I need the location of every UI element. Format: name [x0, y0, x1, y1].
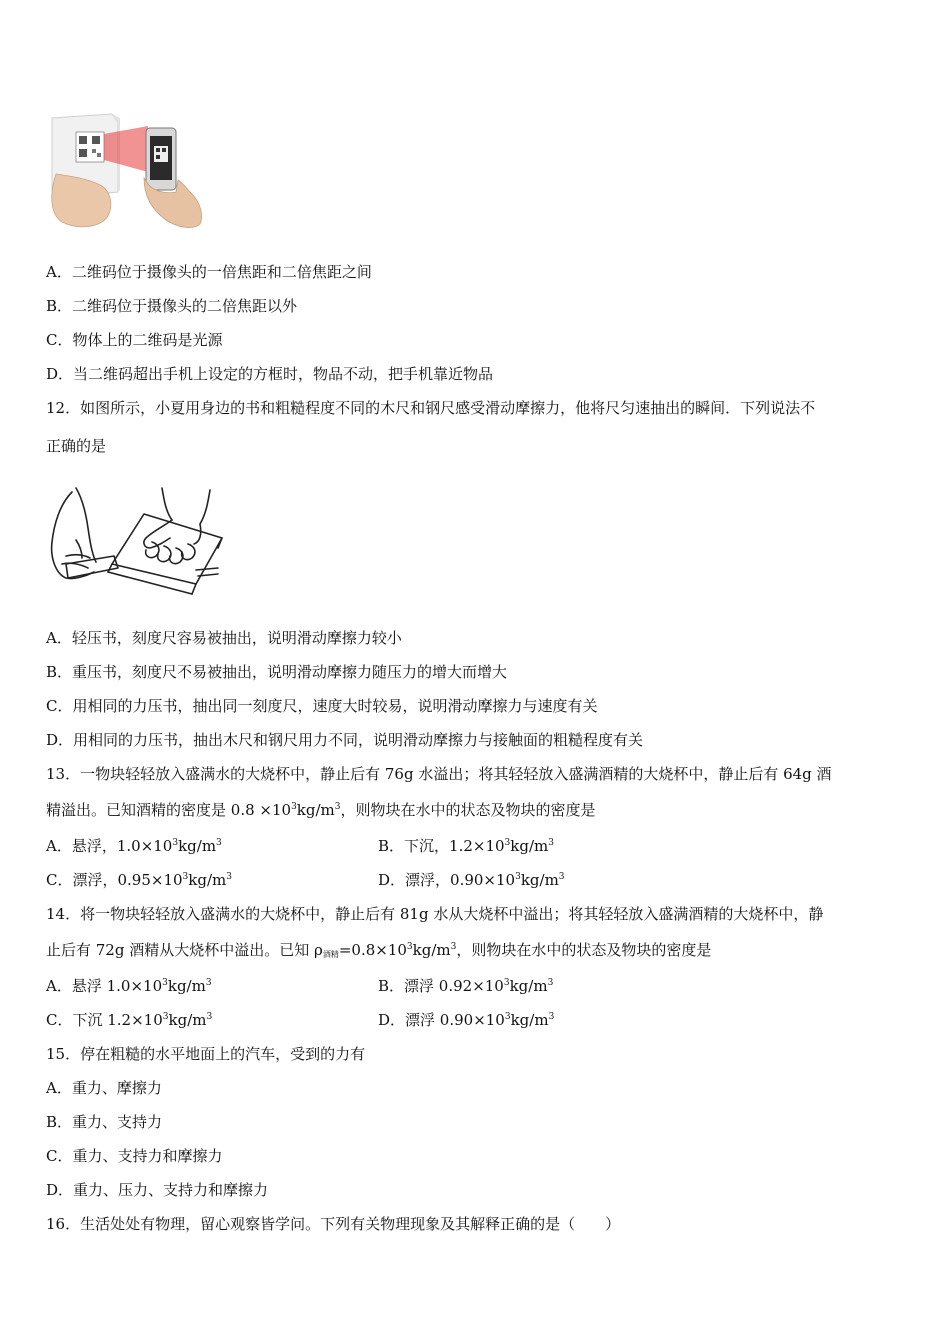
q13-option-b: B．下沉，$1.2\times 10^3kg/m^3$: [378, 837, 554, 855]
q14-option-d: D．漂浮 $0.90\times 10^3kg/m^3$: [378, 1011, 555, 1029]
q15-option-c: C．重力、支持力和摩擦力: [46, 1147, 223, 1165]
q11-option-a: A．二维码位于摄像头的一倍焦距和二倍焦距之间: [46, 263, 372, 281]
q15-option-b: B．重力、支持力: [46, 1113, 163, 1131]
book-ruler-figure: [46, 484, 226, 602]
qr-scan-figure: [48, 112, 204, 236]
q12-stem-line2: 正确的是: [46, 437, 107, 455]
q14-option-a: A．悬浮 $1.0\times 10^3kg/m^3$: [46, 977, 212, 995]
q14-option-c: C．下沉 $1.2\times 10^3kg/m^3$: [46, 1011, 213, 1029]
q13-option-c: C．漂浮，$0.95\times 10^3kg/m^3$: [46, 871, 232, 889]
q13-option-d: D．漂浮，$0.90\times 10^3kg/m^3$: [378, 871, 565, 889]
q12-option-b: B．重压书，刻度尺不易被抽出，说明滑动摩擦力随压力的增大而增大: [46, 663, 508, 681]
q14-stem-line2: 止后有 72g 酒精从大烧杯中溢出。已知 $\rho_{酒精}=0.8\times 10^3kg/m^3$，则物块在水中的状态及物块的密度是: [46, 941, 712, 959]
q11-option-c: C．物体上的二维码是光源: [46, 331, 223, 349]
q12-option-a: A．轻压书，刻度尺容易被抽出，说明滑动摩擦力较小: [46, 629, 402, 647]
q12-option-c: C．用相同的力压书，抽出同一刻度尺，速度大时较易，说明滑动摩擦力与速度有关: [46, 697, 598, 715]
q12-option-d: D．用相同的力压书，抽出木尺和钢尺用力不同，说明滑动摩擦力与接触面的粗糙程度有关: [46, 731, 644, 749]
q14-stem-line1: 14．将一物块轻轻放入盛满水的大烧杯中，静止后有 81g 水从大烧杯中溢出；将其轻轻放入盛满酒精的大烧杯中，静: [46, 905, 824, 923]
q11-option-b: B．二维码位于摄像头的二倍焦距以外: [46, 297, 298, 315]
q11-option-d: D．当二维码超出手机上设定的方框时，物品不动，把手机靠近物品: [46, 365, 494, 383]
q13-stem-line2: 精溢出。已知酒精的密度是 $0.8 \times 10^3kg/m^3$，则物块在水中的状态及物块的密度是: [46, 801, 596, 819]
q13-stem-line1: 13．一物块轻轻放入盛满水的大烧杯中，静止后有 76g 水溢出；将其轻轻放入盛满酒精的大烧杯中，静止后有 64g 酒: [46, 765, 832, 783]
q15-option-a: A．重力、摩擦力: [46, 1079, 162, 1097]
q14-option-b: B．漂浮 $0.92\times 10^3kg/m^3$: [378, 977, 554, 995]
q16-stem: 16．生活处处有物理，留心观察皆学问。下列有关物理现象及其解释正确的是（ ）: [46, 1215, 621, 1233]
q12-stem-line1: 12．如图所示，小夏用身边的书和粗糙程度不同的木尺和钢尺感受滑动摩擦力，他将尺匀速抽出的瞬间．下列说法不: [46, 399, 816, 417]
q15-option-d: D．重力、压力、支持力和摩擦力: [46, 1181, 269, 1199]
q15-stem: 15．停在粗糙的水平地面上的汽车，受到的力有: [46, 1045, 366, 1063]
q13-option-a: A．悬浮，$1.0\times 10^3kg/m^3$: [46, 837, 222, 855]
